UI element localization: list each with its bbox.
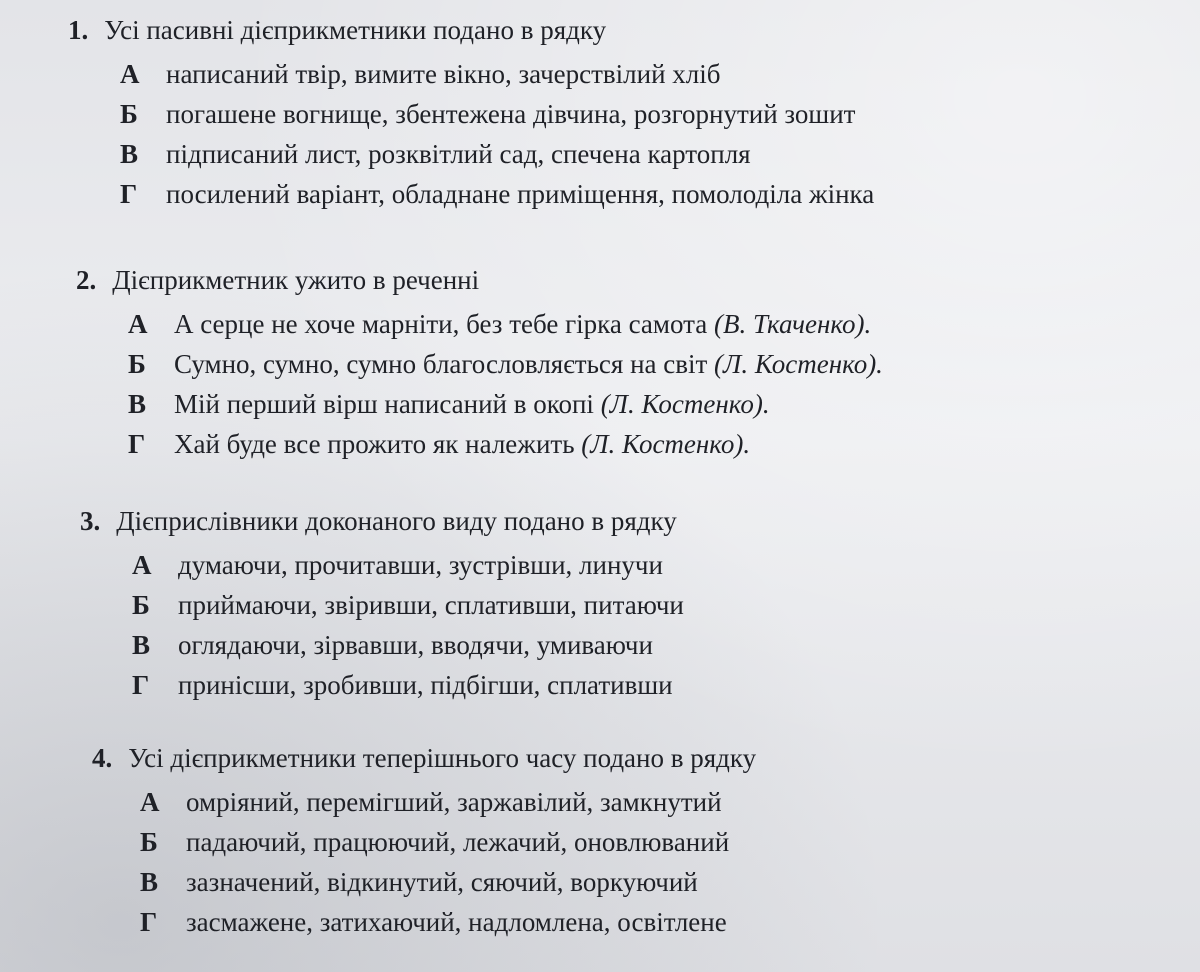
option-letter: Г [120, 179, 138, 209]
option-letter: В [132, 630, 151, 660]
answer-option-h [132, 665, 684, 705]
option-text: Хай буде все прожито як належить [174, 429, 582, 459]
option-text: підписаний лист, розквітлий сад, спечена картопля [166, 139, 751, 169]
answer-option-v [132, 625, 684, 665]
question-number: 4. [92, 743, 113, 773]
option-text: Сумно, сумно, сумно благословляється на світ [174, 349, 715, 379]
option-text: думаючи, прочитавши, зустрівши, линучи [178, 550, 663, 580]
answer-options [140, 782, 756, 942]
question-text: Дієприкметник ужито в реченні [112, 265, 480, 295]
option-author: (Л. Костенко). [581, 429, 751, 459]
question-text: Дієприслівники доконаного виду подано в рядку [116, 506, 677, 536]
option-letter: Б [132, 590, 150, 620]
answer-option-v [140, 862, 756, 902]
question-text: Усі дієприкметники теперішнього часу подано в рядку [128, 743, 757, 773]
answer-option-b [132, 585, 684, 625]
option-letter: А [140, 787, 160, 817]
question-title [68, 12, 874, 48]
option-letter: Г [140, 907, 158, 937]
answer-option-a [132, 545, 684, 585]
question-number: 3. [80, 506, 101, 536]
option-text: засмажене, затихаючий, надломлена, освітлене [186, 907, 727, 937]
option-text: посилений варіант, обладнане приміщення, помолоділа жінка [166, 179, 875, 209]
option-letter: В [128, 389, 147, 419]
answer-option-v [120, 134, 874, 174]
option-letter: В [120, 139, 139, 169]
answer-option-b [128, 344, 883, 384]
option-letter: А [120, 59, 140, 89]
option-text: Мій перший вірш написаний в окопі [174, 389, 601, 419]
option-letter: А [132, 550, 152, 580]
option-letter: А [128, 309, 148, 339]
answer-option-a [120, 54, 874, 94]
option-text: написаний твір, вимите вікно, зачерствілий хліб [166, 59, 721, 89]
answer-option-h [128, 424, 883, 464]
option-text: А серце не хоче марніти, без тебе гірка самота [174, 309, 714, 339]
option-letter: В [140, 867, 159, 897]
option-text: падаючий, працюючий, лежачий, оновлюваний [186, 827, 730, 857]
answer-option-b [140, 822, 756, 862]
option-letter: Б [128, 349, 146, 379]
option-author: (В. Ткаченко). [714, 309, 872, 339]
option-text: зазначений, відкинутий, сяючий, воркуючий [186, 867, 698, 897]
option-letter: Г [132, 670, 150, 700]
option-author: (Л. Костенко). [600, 389, 770, 419]
option-letter: Б [120, 99, 138, 129]
option-letter: Г [128, 429, 146, 459]
answer-option-a [140, 782, 756, 822]
answer-options [120, 54, 874, 214]
option-text: приймаючи, звіривши, сплативши, питаючи [178, 590, 684, 620]
question-number: 2. [76, 265, 97, 295]
answer-option-b [120, 94, 874, 134]
question-title [76, 262, 883, 298]
option-text: погашене вогнище, збентежена дівчина, розгорнутий зошит [166, 99, 856, 129]
question-number: 1. [68, 15, 89, 45]
question-1 [68, 12, 874, 214]
answer-option-v [128, 384, 883, 424]
answer-option-a [128, 304, 883, 344]
question-title [80, 503, 684, 539]
option-text: принісши, зробивши, підбігши, сплативши [178, 670, 673, 700]
option-text: оглядаючи, зірвавши, вводячи, умиваючи [178, 630, 653, 660]
option-letter: Б [140, 827, 158, 857]
option-text: омріяний, перемігший, заржавілий, замкнутий [186, 787, 722, 817]
question-4 [92, 740, 756, 942]
answer-option-h [140, 902, 756, 942]
question-title [92, 740, 756, 776]
question-text: Усі пасивні дієприкметники подано в рядку [104, 15, 607, 45]
answer-options [128, 304, 883, 464]
answer-option-h [120, 174, 874, 214]
answer-options [132, 545, 684, 705]
question-3 [80, 503, 684, 705]
question-2 [76, 262, 883, 464]
option-author: (Л. Костенко). [714, 349, 883, 379]
